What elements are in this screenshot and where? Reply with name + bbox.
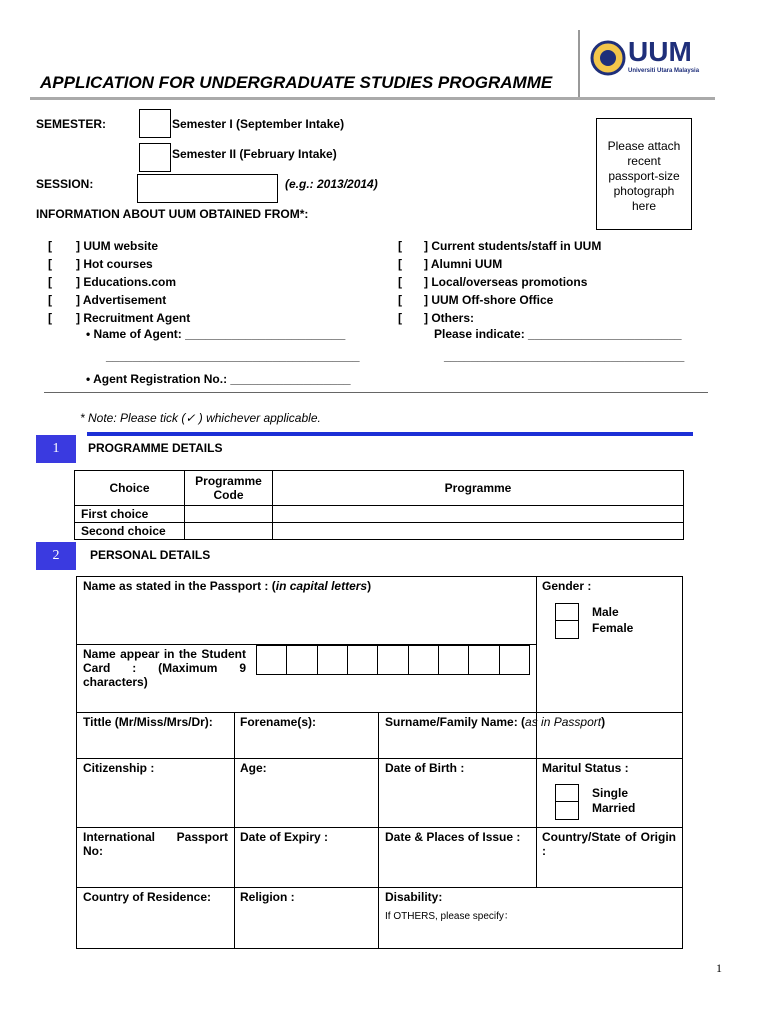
list-item[interactable]: [ ] Advertisement <box>48 293 167 307</box>
second-choice-code[interactable] <box>185 523 273 540</box>
section1-rule <box>87 432 693 436</box>
list-item[interactable]: [ ] Hot courses <box>48 257 153 271</box>
info-right-list <box>398 237 601 327</box>
header-underline <box>30 97 715 100</box>
photo-box-text: Please attach recent passport-size photograph here <box>607 139 681 213</box>
agent-name-line[interactable]: ______________________________________ <box>106 349 360 363</box>
session-input[interactable] <box>137 174 278 203</box>
info-heading: INFORMATION ABOUT UUM OBTAINED FROM*: <box>36 207 309 221</box>
semester-label: SEMESTER: <box>36 117 107 131</box>
header-divider <box>578 30 580 100</box>
list-item[interactable]: [ ] Educations.com <box>48 275 177 289</box>
second-choice-programme[interactable] <box>273 523 684 540</box>
section2-badge <box>36 542 76 570</box>
religion-label: Religion : <box>240 890 295 904</box>
semester1-label: Semester I (September Intake) <box>172 117 345 131</box>
uum-crest-icon <box>590 38 626 78</box>
section1-badge <box>36 435 76 463</box>
char-box[interactable] <box>318 646 348 674</box>
female-label: Female <box>592 621 634 635</box>
name-passport-label: Name as stated in the Passport : (in capital letters) <box>83 579 372 593</box>
char-box[interactable] <box>378 646 408 674</box>
programme-table <box>74 470 684 540</box>
single-label: Single <box>592 786 629 800</box>
section1-title: PROGRAMME DETAILS <box>88 441 223 455</box>
row-line <box>76 712 683 713</box>
semester2-checkbox[interactable] <box>139 143 171 172</box>
photo-box[interactable] <box>596 118 692 230</box>
semester2-label: Semester II (February Intake) <box>172 147 337 161</box>
programme-header: Programme <box>273 471 684 506</box>
list-item[interactable]: [ ] Current students/staff in UUM <box>398 239 602 253</box>
married-label: Married <box>592 801 636 815</box>
char-box[interactable] <box>257 646 287 674</box>
please-indicate-field[interactable]: Please indicate: _______________________ <box>434 327 682 341</box>
list-item[interactable]: [ ] UUM website <box>48 239 159 253</box>
first-choice-code[interactable] <box>185 506 273 523</box>
logo-subtext: Universiti Utara Malaysia <box>628 68 700 74</box>
surname-label: Surname/Family Name: (as in Passport) <box>385 715 606 729</box>
age-label: Age: <box>240 761 267 775</box>
agent-name-field[interactable]: • Name of Agent: ________________________ <box>86 327 346 341</box>
dob-label: Date of Birth : <box>385 761 465 775</box>
info-left-list <box>48 237 190 327</box>
info-divider <box>44 392 708 393</box>
char-box[interactable] <box>500 646 529 674</box>
citizenship-label: Citizenship : <box>83 761 155 775</box>
col-line <box>234 712 235 949</box>
married-checkbox[interactable] <box>555 801 579 820</box>
uum-logo <box>590 38 700 78</box>
char-box[interactable] <box>469 646 499 674</box>
issue-label: Date & Places of Issue : <box>385 830 521 844</box>
section1-number: 1 <box>52 441 60 456</box>
page-number: 1 <box>716 961 722 975</box>
male-label: Male <box>592 605 619 619</box>
marital-label: Maritul Status : <box>542 761 629 775</box>
please-indicate-line[interactable]: ____________________________________ <box>444 349 685 363</box>
list-item[interactable]: [ ] Others: <box>398 311 475 325</box>
list-item[interactable]: [ ] Local/overseas promotions <box>398 275 588 289</box>
col-line <box>378 712 379 949</box>
row-line <box>76 827 683 828</box>
disability-label: Disability: <box>385 890 443 904</box>
list-item[interactable]: [ ] Alumni UUM <box>398 257 503 271</box>
choice-header: Choice <box>75 471 185 506</box>
student-card-boxes[interactable] <box>256 645 530 675</box>
title-label: Tittle (Mr/Miss/Mrs/Dr): <box>83 715 213 729</box>
forename-label: Forename(s): <box>240 715 317 729</box>
disability-note: If OTHERS, please specify： <box>385 911 514 922</box>
country-origin-label: Country/State of Origin : <box>542 830 676 858</box>
char-box[interactable] <box>409 646 439 674</box>
session-example: (e.g.: 2013/2014) <box>285 177 378 191</box>
logo-text: UUM <box>628 36 692 67</box>
gender-col-line <box>536 576 537 713</box>
female-checkbox[interactable] <box>555 620 579 639</box>
list-item[interactable]: [ ] Recruitment Agent <box>48 311 191 325</box>
list-item[interactable]: [ ] UUM Off-shore Office <box>398 293 554 307</box>
agent-reg-field[interactable]: • Agent Registration No.: __________________ <box>86 372 351 386</box>
residence-label: Country of Residence: <box>83 890 212 904</box>
second-choice-label: Second choice <box>75 523 185 540</box>
semester1-checkbox[interactable] <box>139 109 171 138</box>
student-card-label: Name appear in the Student Card : (Maximum 9 characters) <box>83 647 246 689</box>
section2-number: 2 <box>52 548 60 563</box>
expiry-label: Date of Expiry : <box>240 830 329 844</box>
row-line <box>76 887 683 888</box>
char-box[interactable] <box>439 646 469 674</box>
row-line <box>76 758 683 759</box>
col-line <box>536 712 537 888</box>
passport-no-label: International Passport No: <box>83 830 228 858</box>
section2-title: PERSONAL DETAILS <box>90 548 211 562</box>
gender-label: Gender : <box>542 579 592 593</box>
code-header: Programme Code <box>185 471 273 506</box>
tick-note: * Note: Please tick (✓ ) whichever applicable. <box>80 411 321 425</box>
page-title: APPLICATION FOR UNDERGRADUATE STUDIES PROGRAMME <box>40 73 553 92</box>
first-choice-label: First choice <box>75 506 185 523</box>
char-box[interactable] <box>348 646 378 674</box>
session-label: SESSION: <box>36 177 94 191</box>
char-box[interactable] <box>287 646 317 674</box>
first-choice-programme[interactable] <box>273 506 684 523</box>
